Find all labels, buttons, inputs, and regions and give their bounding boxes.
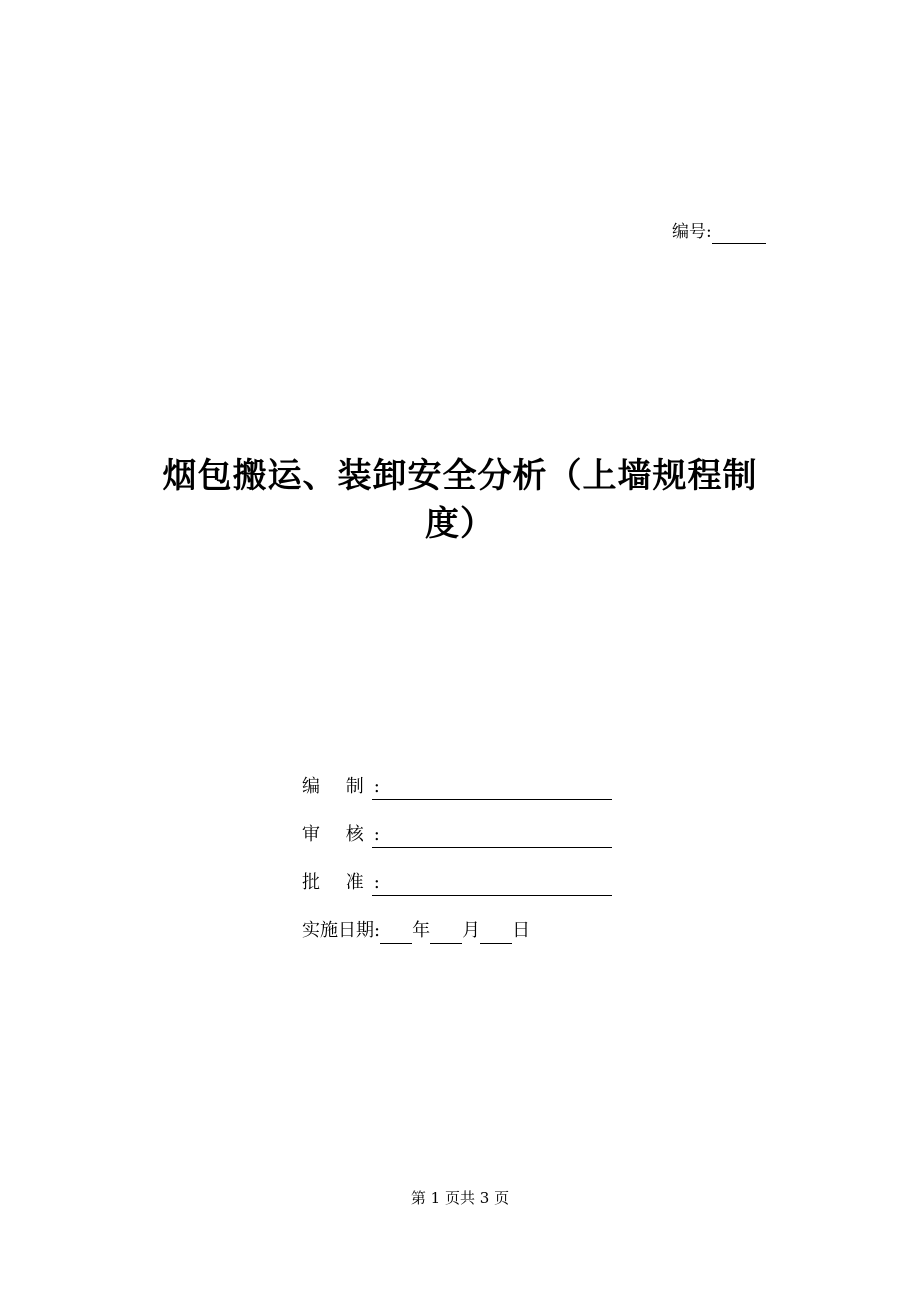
document-number xyxy=(672,220,766,244)
document-number-label: 编号: xyxy=(672,222,712,242)
title-line-1: 烟包搬运、装卸安全分析（上墙规程制 xyxy=(162,456,758,496)
implementation-date-row xyxy=(302,918,530,944)
document-title xyxy=(130,452,790,548)
approve-blank xyxy=(372,875,612,896)
document-number-blank xyxy=(712,225,766,244)
title-line-2: 度） xyxy=(425,504,495,544)
day-label: 日 xyxy=(512,920,531,941)
review-row xyxy=(302,822,612,848)
review-blank xyxy=(372,827,612,848)
approve-row xyxy=(302,870,612,896)
year-blank xyxy=(380,923,412,944)
day-blank xyxy=(480,923,512,944)
month-label: 月 xyxy=(462,920,481,941)
review-label: 审 核: xyxy=(302,824,390,845)
compile-row xyxy=(302,774,612,800)
date-label: 实施日期: xyxy=(302,920,381,941)
compile-blank xyxy=(372,779,612,800)
month-blank xyxy=(430,923,462,944)
compile-label: 编 制: xyxy=(302,776,390,797)
approve-label: 批 准: xyxy=(302,872,390,893)
year-label: 年 xyxy=(412,920,431,941)
page-footer: 第 1 页共 3 页 xyxy=(410,1189,510,1207)
